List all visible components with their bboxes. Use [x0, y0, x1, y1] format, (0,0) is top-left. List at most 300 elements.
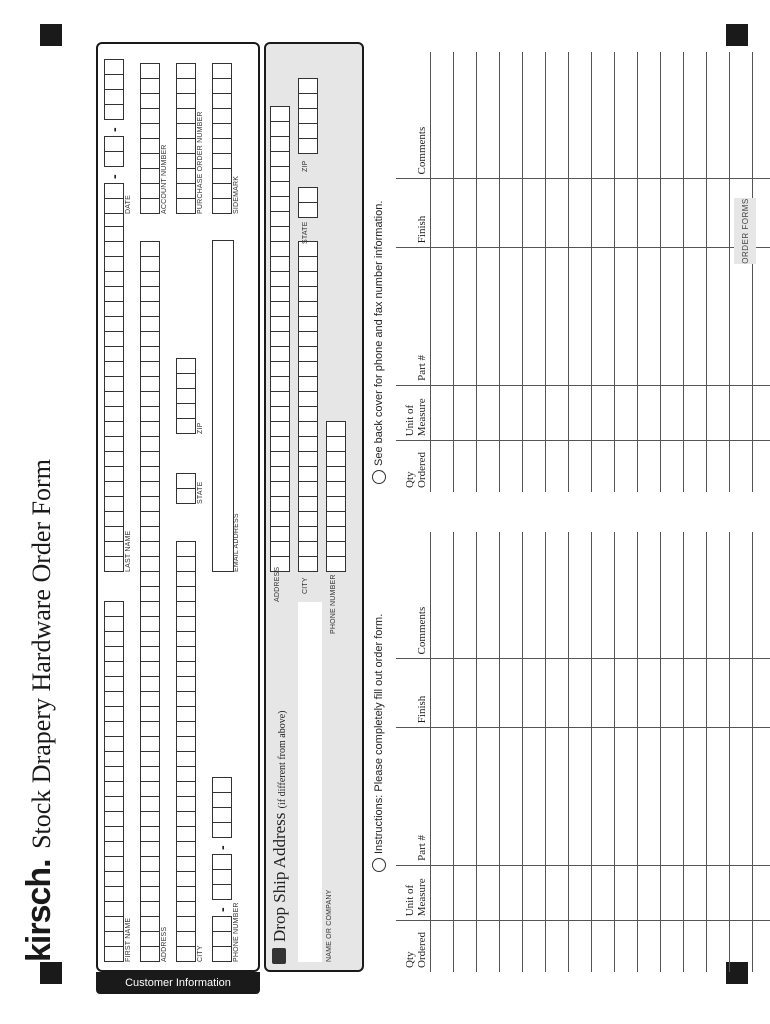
date-field-dd[interactable]	[104, 137, 124, 167]
char-box[interactable]	[104, 736, 124, 752]
char-box[interactable]	[270, 481, 290, 497]
table-cell[interactable]	[500, 865, 523, 920]
table-cell[interactable]	[546, 921, 569, 972]
table-cell[interactable]	[431, 659, 454, 728]
phone-field-line[interactable]	[212, 778, 232, 838]
char-box[interactable]	[176, 473, 196, 489]
char-box[interactable]	[326, 481, 346, 497]
table-cell[interactable]	[569, 865, 592, 920]
table-cell[interactable]	[753, 385, 770, 440]
char-box[interactable]	[140, 256, 160, 272]
char-box[interactable]	[140, 391, 160, 407]
char-box[interactable]	[104, 931, 124, 947]
state-field[interactable]	[176, 474, 196, 504]
char-box[interactable]	[270, 451, 290, 467]
char-box[interactable]	[212, 108, 232, 124]
ship-state-field[interactable]	[298, 188, 318, 218]
char-box[interactable]	[176, 931, 196, 947]
char-box[interactable]	[270, 541, 290, 557]
table-cell[interactable]	[730, 865, 753, 920]
char-box[interactable]	[176, 403, 196, 419]
char-box[interactable]	[104, 661, 124, 677]
account-field[interactable]	[140, 64, 160, 214]
char-box[interactable]	[326, 451, 346, 467]
table-cell[interactable]	[569, 921, 592, 972]
table-cell[interactable]	[431, 865, 454, 920]
char-box[interactable]	[140, 168, 160, 184]
table-cell[interactable]	[592, 532, 615, 659]
char-box[interactable]	[176, 706, 196, 722]
table-cell[interactable]	[523, 532, 546, 659]
table-cell[interactable]	[477, 52, 500, 179]
char-box[interactable]	[104, 706, 124, 722]
char-box[interactable]	[140, 766, 160, 782]
char-box[interactable]	[270, 181, 290, 197]
table-cell[interactable]	[546, 659, 569, 728]
table-cell[interactable]	[431, 532, 454, 659]
table-cell[interactable]	[684, 441, 707, 492]
char-box[interactable]	[212, 138, 232, 154]
char-box[interactable]	[140, 661, 160, 677]
char-box[interactable]	[104, 871, 124, 887]
char-box[interactable]	[140, 93, 160, 109]
char-box[interactable]	[270, 436, 290, 452]
table-cell[interactable]	[431, 385, 454, 440]
ship-phone-field[interactable]	[326, 422, 346, 572]
ship-zip-field[interactable]	[298, 79, 318, 154]
po-field[interactable]	[176, 64, 196, 214]
char-box[interactable]	[140, 586, 160, 602]
char-box[interactable]	[270, 406, 290, 422]
char-box[interactable]	[212, 869, 232, 885]
char-box[interactable]	[140, 376, 160, 392]
table-cell[interactable]	[661, 248, 684, 386]
table-cell[interactable]	[500, 52, 523, 179]
ship-address-field[interactable]	[270, 107, 290, 572]
char-box[interactable]	[176, 781, 196, 797]
table-cell[interactable]	[661, 728, 684, 866]
char-box[interactable]	[298, 78, 318, 94]
table-cell[interactable]	[753, 441, 770, 492]
char-box[interactable]	[326, 466, 346, 482]
table-cell[interactable]	[477, 179, 500, 248]
char-box[interactable]	[140, 601, 160, 617]
table-cell[interactable]	[523, 865, 546, 920]
char-box[interactable]	[176, 841, 196, 857]
char-box[interactable]	[104, 301, 124, 317]
char-box[interactable]	[176, 153, 196, 169]
char-box[interactable]	[104, 676, 124, 692]
char-box[interactable]	[104, 481, 124, 497]
char-box[interactable]	[298, 123, 318, 139]
email-field[interactable]	[212, 240, 234, 572]
table-cell[interactable]	[569, 532, 592, 659]
char-box[interactable]	[270, 211, 290, 227]
char-box[interactable]	[212, 63, 232, 79]
char-box[interactable]	[140, 796, 160, 812]
char-box[interactable]	[104, 198, 124, 214]
char-box[interactable]	[212, 198, 232, 214]
char-box[interactable]	[176, 586, 196, 602]
char-box[interactable]	[140, 871, 160, 887]
char-box[interactable]	[270, 196, 290, 212]
table-cell[interactable]	[569, 52, 592, 179]
char-box[interactable]	[270, 271, 290, 287]
char-box[interactable]	[176, 541, 196, 557]
char-box[interactable]	[176, 78, 196, 94]
char-box[interactable]	[140, 691, 160, 707]
table-cell[interactable]	[500, 179, 523, 248]
char-box[interactable]	[104, 89, 124, 105]
char-box[interactable]	[104, 376, 124, 392]
table-cell[interactable]	[500, 248, 523, 386]
table-cell[interactable]	[454, 728, 477, 866]
char-box[interactable]	[176, 736, 196, 752]
table-cell[interactable]	[477, 728, 500, 866]
char-box[interactable]	[104, 496, 124, 512]
address-field[interactable]	[140, 242, 160, 962]
char-box[interactable]	[212, 931, 232, 947]
char-box[interactable]	[176, 871, 196, 887]
table-cell[interactable]	[431, 921, 454, 972]
table-cell[interactable]	[523, 441, 546, 492]
char-box[interactable]	[298, 541, 318, 557]
char-box[interactable]	[298, 451, 318, 467]
char-box[interactable]	[104, 316, 124, 332]
char-box[interactable]	[298, 391, 318, 407]
char-box[interactable]	[104, 511, 124, 527]
char-box[interactable]	[140, 931, 160, 947]
char-box[interactable]	[298, 556, 318, 572]
table-cell[interactable]	[500, 728, 523, 866]
char-box[interactable]	[104, 796, 124, 812]
char-box[interactable]	[270, 286, 290, 302]
table-cell[interactable]	[615, 659, 638, 728]
table-cell[interactable]	[707, 248, 730, 386]
char-box[interactable]	[176, 93, 196, 109]
char-box[interactable]	[104, 331, 124, 347]
char-box[interactable]	[298, 466, 318, 482]
char-box[interactable]	[176, 601, 196, 617]
char-box[interactable]	[298, 271, 318, 287]
char-box[interactable]	[212, 792, 232, 808]
char-box[interactable]	[140, 108, 160, 124]
char-box[interactable]	[140, 826, 160, 842]
char-box[interactable]	[176, 676, 196, 692]
char-box[interactable]	[176, 63, 196, 79]
char-box[interactable]	[212, 123, 232, 139]
table-cell[interactable]	[592, 441, 615, 492]
phone-field-area[interactable]	[212, 917, 232, 962]
char-box[interactable]	[298, 301, 318, 317]
table-cell[interactable]	[730, 532, 753, 659]
table-cell[interactable]	[523, 179, 546, 248]
char-box[interactable]	[140, 138, 160, 154]
table-cell[interactable]	[500, 921, 523, 972]
char-box[interactable]	[270, 361, 290, 377]
table-cell[interactable]	[661, 52, 684, 179]
char-box[interactable]	[176, 418, 196, 434]
char-box[interactable]	[140, 286, 160, 302]
char-box[interactable]	[270, 106, 290, 122]
char-box[interactable]	[140, 241, 160, 257]
char-box[interactable]	[104, 183, 124, 199]
char-box[interactable]	[212, 946, 232, 962]
char-box[interactable]	[298, 331, 318, 347]
char-box[interactable]	[104, 841, 124, 857]
table-cell[interactable]	[569, 728, 592, 866]
table-cell[interactable]	[730, 52, 753, 179]
char-box[interactable]	[298, 108, 318, 124]
char-box[interactable]	[104, 541, 124, 557]
char-box[interactable]	[140, 496, 160, 512]
table-cell[interactable]	[546, 52, 569, 179]
char-box[interactable]	[176, 358, 196, 374]
table-cell[interactable]	[546, 385, 569, 440]
char-box[interactable]	[176, 856, 196, 872]
char-box[interactable]	[298, 138, 318, 154]
char-box[interactable]	[326, 436, 346, 452]
char-box[interactable]	[104, 59, 124, 75]
char-box[interactable]	[270, 316, 290, 332]
table-cell[interactable]	[638, 179, 661, 248]
table-cell[interactable]	[753, 52, 770, 179]
char-box[interactable]	[326, 541, 346, 557]
char-box[interactable]	[140, 198, 160, 214]
char-box[interactable]	[270, 496, 290, 512]
table-cell[interactable]	[592, 179, 615, 248]
table-cell[interactable]	[707, 179, 730, 248]
char-box[interactable]	[298, 286, 318, 302]
char-box[interactable]	[140, 406, 160, 422]
char-box[interactable]	[104, 271, 124, 287]
char-box[interactable]	[140, 916, 160, 932]
table-cell[interactable]	[454, 52, 477, 179]
char-box[interactable]	[270, 241, 290, 257]
char-box[interactable]	[104, 601, 124, 617]
table-cell[interactable]	[523, 728, 546, 866]
char-box[interactable]	[104, 631, 124, 647]
char-box[interactable]	[140, 421, 160, 437]
char-box[interactable]	[104, 136, 124, 152]
char-box[interactable]	[104, 436, 124, 452]
char-box[interactable]	[140, 811, 160, 827]
char-box[interactable]	[104, 74, 124, 90]
table-cell[interactable]	[753, 921, 770, 972]
table-cell[interactable]	[546, 441, 569, 492]
ship-city-field[interactable]	[298, 242, 318, 572]
table-cell[interactable]	[661, 921, 684, 972]
char-box[interactable]	[176, 183, 196, 199]
table-cell[interactable]	[753, 728, 770, 866]
table-cell[interactable]	[454, 921, 477, 972]
table-cell[interactable]	[707, 385, 730, 440]
char-box[interactable]	[298, 481, 318, 497]
sidemark-field[interactable]	[212, 64, 232, 214]
table-cell[interactable]	[684, 728, 707, 866]
char-box[interactable]	[104, 691, 124, 707]
char-box[interactable]	[298, 202, 318, 218]
table-cell[interactable]	[592, 728, 615, 866]
char-box[interactable]	[212, 884, 232, 900]
char-box[interactable]	[212, 183, 232, 199]
char-box[interactable]	[104, 946, 124, 962]
char-box[interactable]	[140, 646, 160, 662]
table-cell[interactable]	[454, 385, 477, 440]
char-box[interactable]	[298, 436, 318, 452]
table-cell[interactable]	[684, 52, 707, 179]
table-cell[interactable]	[569, 385, 592, 440]
char-box[interactable]	[176, 796, 196, 812]
table-cell[interactable]	[500, 385, 523, 440]
table-cell[interactable]	[523, 385, 546, 440]
table-cell[interactable]	[684, 385, 707, 440]
table-cell[interactable]	[569, 248, 592, 386]
char-box[interactable]	[270, 511, 290, 527]
char-box[interactable]	[326, 511, 346, 527]
table-cell[interactable]	[684, 659, 707, 728]
table-cell[interactable]	[661, 441, 684, 492]
char-box[interactable]	[140, 631, 160, 647]
char-box[interactable]	[104, 151, 124, 167]
table-cell[interactable]	[477, 921, 500, 972]
table-cell[interactable]	[730, 728, 753, 866]
table-cell[interactable]	[477, 441, 500, 492]
table-cell[interactable]	[500, 441, 523, 492]
table-cell[interactable]	[477, 865, 500, 920]
char-box[interactable]	[140, 571, 160, 587]
char-box[interactable]	[326, 526, 346, 542]
char-box[interactable]	[140, 316, 160, 332]
char-box[interactable]	[140, 331, 160, 347]
char-box[interactable]	[104, 451, 124, 467]
char-box[interactable]	[140, 153, 160, 169]
char-box[interactable]	[212, 807, 232, 823]
char-box[interactable]	[270, 466, 290, 482]
ship-name-field[interactable]	[298, 602, 322, 962]
table-cell[interactable]	[592, 659, 615, 728]
table-cell[interactable]	[707, 441, 730, 492]
char-box[interactable]	[104, 391, 124, 407]
char-box[interactable]	[140, 63, 160, 79]
table-cell[interactable]	[684, 532, 707, 659]
table-cell[interactable]	[546, 865, 569, 920]
char-box[interactable]	[104, 826, 124, 842]
char-box[interactable]	[140, 481, 160, 497]
char-box[interactable]	[104, 104, 124, 120]
table-cell[interactable]	[707, 921, 730, 972]
table-cell[interactable]	[638, 248, 661, 386]
char-box[interactable]	[298, 93, 318, 109]
char-box[interactable]	[298, 421, 318, 437]
table-cell[interactable]	[753, 248, 770, 386]
table-cell[interactable]	[684, 248, 707, 386]
char-box[interactable]	[140, 183, 160, 199]
table-cell[interactable]	[730, 441, 753, 492]
phone-field-prefix[interactable]	[212, 855, 232, 900]
table-cell[interactable]	[431, 248, 454, 386]
table-cell[interactable]	[477, 532, 500, 659]
char-box[interactable]	[104, 286, 124, 302]
char-box[interactable]	[140, 616, 160, 632]
table-cell[interactable]	[661, 179, 684, 248]
table-cell[interactable]	[730, 921, 753, 972]
table-cell[interactable]	[546, 179, 569, 248]
char-box[interactable]	[270, 526, 290, 542]
char-box[interactable]	[298, 346, 318, 362]
char-box[interactable]	[176, 388, 196, 404]
char-box[interactable]	[140, 541, 160, 557]
date-field-mm[interactable]	[104, 184, 124, 214]
char-box[interactable]	[104, 226, 124, 242]
char-box[interactable]	[140, 886, 160, 902]
table-cell[interactable]	[454, 865, 477, 920]
table-cell[interactable]	[707, 532, 730, 659]
char-box[interactable]	[140, 346, 160, 362]
table-cell[interactable]	[753, 659, 770, 728]
char-box[interactable]	[270, 421, 290, 437]
table-cell[interactable]	[615, 385, 638, 440]
table-cell[interactable]	[569, 179, 592, 248]
table-cell[interactable]	[477, 659, 500, 728]
char-box[interactable]	[104, 856, 124, 872]
table-cell[interactable]	[454, 179, 477, 248]
char-box[interactable]	[140, 123, 160, 139]
char-box[interactable]	[212, 777, 232, 793]
table-cell[interactable]	[661, 865, 684, 920]
table-cell[interactable]	[615, 179, 638, 248]
table-cell[interactable]	[454, 441, 477, 492]
char-box[interactable]	[270, 346, 290, 362]
char-box[interactable]	[270, 376, 290, 392]
char-box[interactable]	[104, 886, 124, 902]
table-cell[interactable]	[431, 441, 454, 492]
char-box[interactable]	[176, 616, 196, 632]
char-box[interactable]	[176, 691, 196, 707]
char-box[interactable]	[212, 93, 232, 109]
table-cell[interactable]	[684, 865, 707, 920]
char-box[interactable]	[104, 721, 124, 737]
char-box[interactable]	[298, 187, 318, 203]
char-box[interactable]	[140, 511, 160, 527]
char-box[interactable]	[104, 361, 124, 377]
table-cell[interactable]	[454, 532, 477, 659]
table-cell[interactable]	[661, 659, 684, 728]
char-box[interactable]	[176, 811, 196, 827]
char-box[interactable]	[140, 841, 160, 857]
char-box[interactable]	[140, 436, 160, 452]
table-cell[interactable]	[661, 532, 684, 659]
char-box[interactable]	[140, 676, 160, 692]
char-box[interactable]	[270, 331, 290, 347]
char-box[interactable]	[140, 466, 160, 482]
char-box[interactable]	[176, 108, 196, 124]
char-box[interactable]	[270, 301, 290, 317]
table-cell[interactable]	[592, 865, 615, 920]
char-box[interactable]	[176, 123, 196, 139]
char-box[interactable]	[176, 661, 196, 677]
table-cell[interactable]	[523, 248, 546, 386]
char-box[interactable]	[176, 826, 196, 842]
table-cell[interactable]	[500, 659, 523, 728]
table-cell[interactable]	[431, 179, 454, 248]
city-field[interactable]	[176, 542, 196, 962]
char-box[interactable]	[104, 526, 124, 542]
char-box[interactable]	[140, 271, 160, 287]
table-cell[interactable]	[730, 248, 753, 386]
table-cell[interactable]	[638, 921, 661, 972]
table-cell[interactable]	[615, 441, 638, 492]
